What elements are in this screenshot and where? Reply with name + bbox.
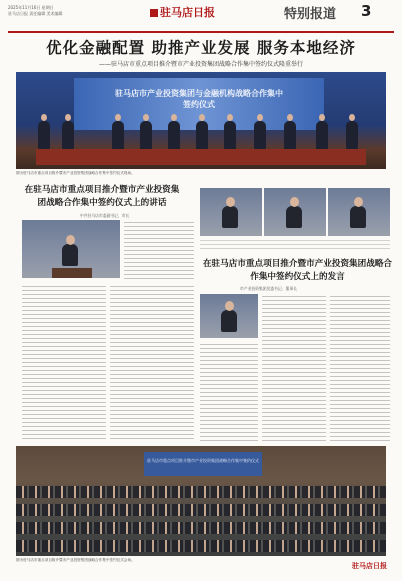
speaker-photo-right xyxy=(200,294,258,338)
stage-person xyxy=(284,121,296,149)
newspaper-logo xyxy=(150,4,215,20)
right-article-byline: 市产业投资集团党委书记、董事长 xyxy=(240,286,297,291)
speaker-photo-left xyxy=(22,220,120,278)
speaker-figure xyxy=(350,206,366,228)
page-headline: 优化金融配置 助推产业发展 服务本地经济 xyxy=(46,38,356,57)
left-article-byline: 中共驻马店市委副书记、市长 xyxy=(80,213,130,218)
stage-person xyxy=(196,121,208,149)
audience-row xyxy=(16,486,386,498)
audience-row xyxy=(16,540,386,552)
speaker-figure xyxy=(62,244,78,266)
conference-hall-photo xyxy=(16,446,386,556)
header-date: 2025年11月16日 星期日 xyxy=(8,5,54,10)
speaker-figure xyxy=(286,206,302,228)
hall-banner-text: 驻马店市重点项目推介暨市产业投资集团战略合作集中签约仪式 xyxy=(147,458,259,463)
text-column xyxy=(330,294,390,442)
section-title: 特别报道 xyxy=(284,7,337,22)
footer-logo: 驻马店日报 xyxy=(352,561,387,570)
stage-banner-text: 驻马店市产业投资集团与金融机构战略合作集中签约仪式 xyxy=(115,88,283,109)
newspaper-name: 驻马店日报 xyxy=(160,6,215,19)
text-column xyxy=(200,342,258,442)
audience-row xyxy=(16,504,386,516)
stage-person xyxy=(346,121,358,149)
speaker-photo xyxy=(328,188,390,236)
audience-row xyxy=(16,522,386,534)
stage-person xyxy=(168,121,180,149)
page-header xyxy=(0,0,402,34)
signing-ceremony-photo xyxy=(16,72,386,169)
stage-person xyxy=(62,121,74,149)
speaker-figure xyxy=(221,310,237,332)
stage-person xyxy=(140,121,152,149)
hall-screen xyxy=(144,452,262,476)
header-meta xyxy=(8,5,63,17)
photo-captions xyxy=(200,238,390,252)
left-article-title: 在驻马店市重点项目推介暨市产业投资集团战略合作集中签约仪式上的讲话 xyxy=(24,185,180,208)
stage-person xyxy=(38,121,50,149)
bottom-photo-caption: 图为驻马店市重点项目推介暨市产业投资集团战略合作集中签约仪式会场。 xyxy=(16,558,135,562)
text-column xyxy=(262,294,326,442)
page-subhead: ——驻马店市重点项目推介暨市产业投资集团战略合作集中签约仪式隆重举行 xyxy=(98,61,303,68)
right-article-title: 在驻马店市重点项目推介暨市产业投资集团战略合作集中签约仪式上的发言 xyxy=(202,259,393,282)
podium xyxy=(52,268,92,278)
header-edition: 驻马店日报 责任编辑 美术编辑 xyxy=(8,11,63,16)
text-column xyxy=(110,284,194,442)
header-rule xyxy=(8,31,394,33)
speaker-photo xyxy=(200,188,262,236)
page-number: 3 xyxy=(361,2,372,20)
logo-mark-icon xyxy=(150,9,158,17)
stage-person xyxy=(224,121,236,149)
stage-person xyxy=(254,121,266,149)
speaker-photo xyxy=(264,188,326,236)
stage-person xyxy=(316,121,328,149)
main-photo-caption: 图为驻马店市重点项目推介暨市产业投资集团战略合作集中签约仪式现场。 xyxy=(16,171,135,175)
text-column xyxy=(22,284,106,442)
text-column xyxy=(124,220,194,280)
stage-person xyxy=(112,121,124,149)
speaker-figure xyxy=(222,206,238,228)
signing-table xyxy=(36,149,366,165)
